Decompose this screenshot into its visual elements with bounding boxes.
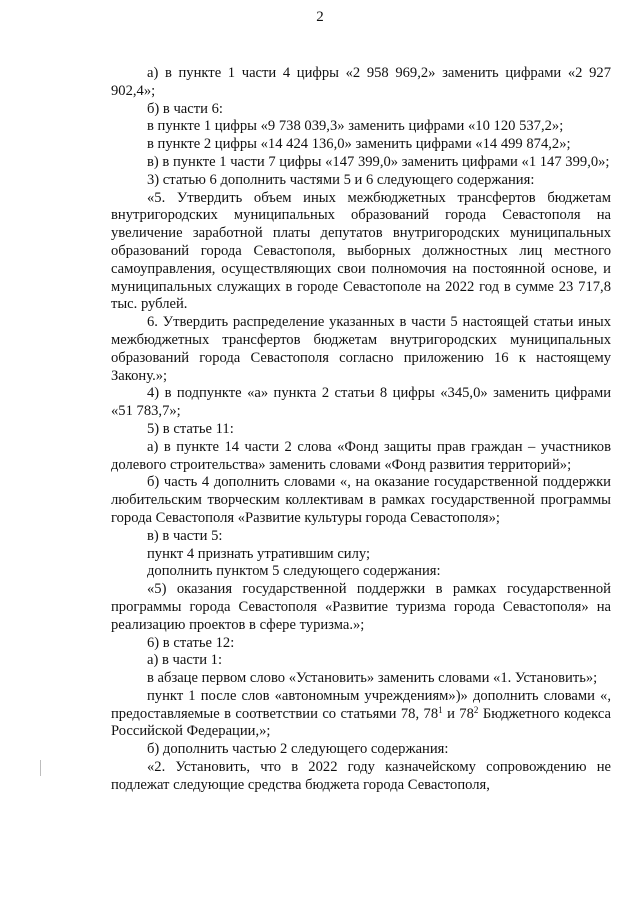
paragraph: а) в пункте 14 части 2 слова «Фонд защиты прав граждан – участников долевого строительства» заменить словами «Фонд развития территорий»;: [111, 438, 611, 473]
paragraph: а) в пункте 1 части 4 цифры «2 958 969,2» заменить цифрами «2 927 902,4»;: [111, 65, 611, 99]
paragraph: а) в части 1:: [147, 652, 223, 669]
document-body: [111, 65, 611, 795]
paragraph: б) часть 4 дополнить словами «, на оказание государственной поддержки любительским творческим коллективам в рамках государственной программы города Севастополя «Развитие культуры города Севастополя»;: [111, 474, 611, 526]
paragraph: б) в части 6:: [147, 100, 223, 117]
paragraph: б) дополнить частью 2 следующего содержания:: [147, 741, 449, 758]
paragraph: 5) в статье 11:: [147, 420, 234, 437]
margin-mark: [40, 760, 41, 776]
paragraph: в) в части 5:: [147, 527, 223, 544]
paragraph-text: Бюджетного кодекса Российской Федерации,»;: [111, 705, 611, 740]
superscript-1: 1: [438, 704, 443, 715]
paragraph: «5. Утвердить объем иных межбюджетных трансфертов бюджетам внутригородских муниципальных образований города Севастополя на увеличение заработной платы депутатов внутригородских муниципальных образований города Севастополя, выборных должностных лиц местного самоуправления, осуществляющих свои полномочия на постоянной основе, и муниципальных служащих в городе Севастополе на 2022 год в сумме 23 717,8 тыс. рублей.: [111, 189, 611, 313]
paragraph: 4) в подпункте «а» пункта 2 статьи 8 цифры «345,0» заменить цифрами «51 783,7»;: [111, 385, 611, 420]
paragraph-text: пункт 1 после слов «автономным учреждениям»)» дополнить словами «, предоставляемые в соответствии со статьями 78, 78: [111, 687, 611, 722]
paragraph: 3) статью 6 дополнить частями 5 и 6 следующего содержания:: [147, 171, 535, 188]
paragraph: «5) оказания государственной поддержки в рамках государственной программы города Севастополя «Развитие туризма города Севастополя» на реализацию проектов в сфере туризма.»;: [111, 581, 611, 633]
paragraph: пункт 4 признать утратившим силу;: [147, 545, 371, 562]
paragraph-with-superscripts: [111, 688, 611, 741]
paragraph-text: и 78: [442, 705, 474, 722]
paragraph: в абзаце первом слово «Установить» заменить словами «1. Установить»;: [147, 670, 598, 687]
paragraph: в пункте 1 цифры «9 738 039,3» заменить цифрами «10 120 537,2»;: [147, 118, 564, 135]
paragraph: 6. Утвердить распределение указанных в части 5 настоящей статьи иных межбюджетных трансфертов бюджетам внутригородских муниципальных образований города Севастополя согласно приложению 16 к настоящему Закону.»;: [111, 314, 611, 384]
paragraph: в пункте 2 цифры «14 424 136,0» заменить цифрами «14 499 874,2»;: [147, 136, 571, 153]
paragraph: «2. Установить, что в 2022 году казначейскому сопровождению не подлежат следующие средства бюджета города Севастополя,: [111, 759, 611, 793]
page-number: 2: [316, 9, 324, 25]
paragraph: 6) в статье 12:: [147, 634, 235, 651]
paragraph: в) в пункте 1 части 7 цифры «147 399,0» заменить цифрами «1 147 399,0»;: [147, 153, 610, 170]
paragraph: дополнить пунктом 5 следующего содержания:: [147, 563, 441, 580]
superscript-2: 2: [473, 704, 479, 715]
